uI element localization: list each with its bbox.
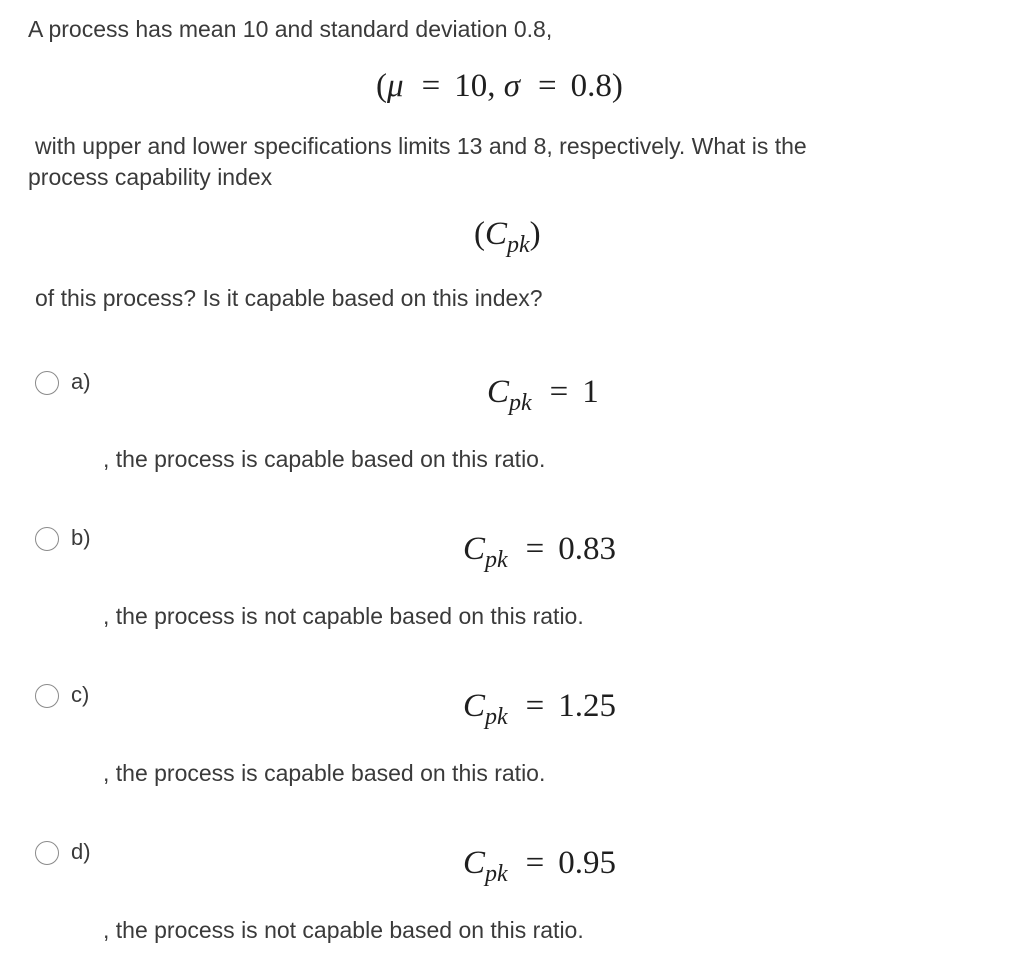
option-c-radio[interactable] <box>35 684 59 708</box>
option-a-math <box>487 372 599 416</box>
option-d-math <box>463 843 617 887</box>
math-open-paren: ( <box>474 216 485 252</box>
question-math-mean-sd <box>376 66 623 106</box>
option-a[interactable] <box>30 364 100 404</box>
math-equals: = <box>549 374 569 410</box>
math-equals: = <box>525 845 545 881</box>
option-d[interactable] <box>30 834 100 874</box>
math-subscript-pk: pk <box>485 547 508 573</box>
math-equals-2: = <box>537 68 557 104</box>
option-b-math <box>463 529 617 573</box>
option-b[interactable] <box>30 520 100 560</box>
option-d-value: 0.95 <box>558 845 617 881</box>
math-c: C <box>463 845 486 881</box>
math-subscript-pk: pk <box>509 390 532 416</box>
option-d-letter: d) <box>71 839 91 864</box>
question-line-3: process capability index <box>28 164 273 190</box>
option-c-math <box>463 686 617 730</box>
option-a-letter: a) <box>71 369 91 394</box>
math-equals: = <box>421 68 441 104</box>
option-d-radio[interactable] <box>35 841 59 865</box>
math-mean-value: 10, <box>454 68 496 104</box>
math-equals: = <box>525 688 545 724</box>
option-b-letter: b) <box>71 525 91 550</box>
option-a-value: 1 <box>582 374 599 410</box>
math-subscript-pk: pk <box>485 704 508 730</box>
math-c: C <box>487 374 510 410</box>
math-c: C <box>485 216 508 252</box>
question-line-4: of this process? Is it capable based on this index? <box>35 285 543 311</box>
option-b-value: 0.83 <box>558 531 617 567</box>
math-close-paren: ) <box>611 68 623 104</box>
question-math-cpk <box>474 214 541 258</box>
math-sd-value: 0.8 <box>570 68 612 104</box>
math-subscript-pk: pk <box>485 861 508 887</box>
option-c-value: 1.25 <box>558 688 617 724</box>
math-subscript-pk: pk <box>507 232 530 258</box>
math-c: C <box>463 688 486 724</box>
option-a-text: , the process is capable based on this ratio. <box>103 446 546 472</box>
question-line-1: A process has mean 10 and standard deviation 0.8, <box>28 16 553 42</box>
option-d-text: , the process is not capable based on this ratio. <box>103 917 584 943</box>
math-mu: μ <box>387 68 404 104</box>
math-sigma: σ <box>503 68 520 104</box>
option-a-radio[interactable] <box>35 371 59 395</box>
math-open-paren: ( <box>376 68 387 104</box>
option-b-radio[interactable] <box>35 527 59 551</box>
option-c-text: , the process is capable based on this ratio. <box>103 760 546 786</box>
math-equals: = <box>525 531 545 567</box>
math-c: C <box>463 531 486 567</box>
option-c-letter: c) <box>71 682 90 707</box>
option-b-text: , the process is not capable based on this ratio. <box>103 603 584 629</box>
option-c[interactable] <box>30 677 100 717</box>
math-close-paren: ) <box>529 216 541 252</box>
question-line-2: with upper and lower specifications limits 13 and 8, respectively. What is the <box>35 133 807 159</box>
